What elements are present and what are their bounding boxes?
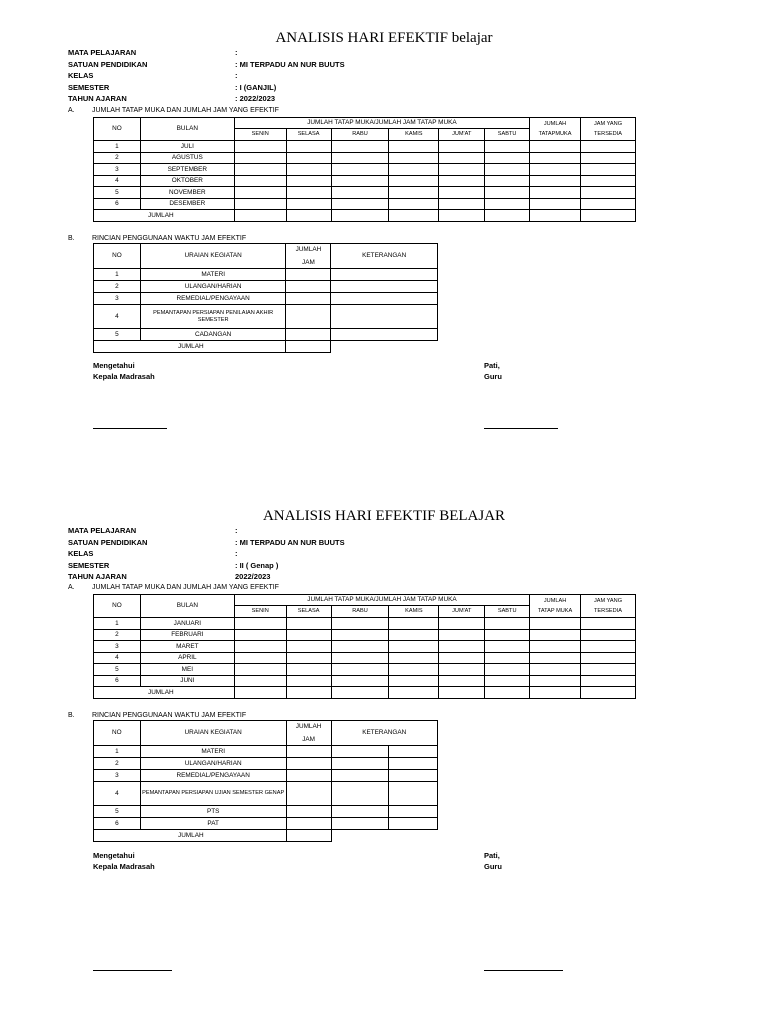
table-row xyxy=(94,329,438,341)
signature-left xyxy=(93,360,155,382)
cell-bulan: JULI xyxy=(140,141,234,153)
cell-no: 4 xyxy=(94,652,141,664)
cell-no: 5 xyxy=(94,806,141,818)
cell-uraian: ULANGAN/HARIAN xyxy=(140,281,286,293)
table-row xyxy=(94,152,636,164)
cell-uraian: MATERI xyxy=(140,746,286,758)
signature-left xyxy=(93,850,155,872)
page-title: ANALISIS HARI EFEKTIF belajar xyxy=(275,30,493,46)
cell-uraian: REMEDIAL/PENGAYAAN xyxy=(140,293,286,305)
cell-no: 5 xyxy=(94,664,141,676)
cell-bulan: OKTOBER xyxy=(140,175,234,187)
signature-right xyxy=(484,360,502,382)
section-title: RINCIAN PENGGUNAAN WAKTU JAM EFEKTIF xyxy=(92,712,247,719)
signature-place: Pati, xyxy=(484,851,500,860)
cell-bulan: FEBRUARI xyxy=(140,629,234,641)
header-jam-tersedia: JAM YANG TERSEDIA xyxy=(581,595,636,618)
cell-no: 1 xyxy=(94,269,141,281)
cell-uraian: REMEDIAL/PENGAYAAN xyxy=(140,770,286,782)
table-row xyxy=(94,141,636,153)
table-row xyxy=(94,281,438,293)
cell-no: 6 xyxy=(94,198,141,210)
info-label: SEMESTER xyxy=(68,560,110,570)
signature-role: Kepala Madrasah xyxy=(93,862,155,871)
section-title: JUMLAH TATAP MUKA DAN JUMLAH JAM YANG EFEKTIF xyxy=(92,584,279,591)
table-row xyxy=(94,164,636,176)
header-jumlah: JUMLAH TATAPMUKA xyxy=(530,118,581,141)
cell-no: 6 xyxy=(94,675,141,687)
cell-no: 4 xyxy=(94,305,141,329)
cell-no: 2 xyxy=(94,281,141,293)
cell-uraian: PTS xyxy=(140,806,286,818)
header-day: KAMIS xyxy=(389,129,439,141)
table-row xyxy=(94,269,438,281)
table-row xyxy=(94,758,438,770)
table-total-row xyxy=(94,210,636,222)
cell-bulan: APRIL xyxy=(140,652,234,664)
info-value: : xyxy=(235,71,238,80)
info-value: : MI TERPADU AN NUR BUUTS xyxy=(235,59,345,69)
table-rincian-jam xyxy=(93,720,438,842)
cell-no: 2 xyxy=(94,758,141,770)
header-day: SABTU xyxy=(485,129,530,141)
header-jam-tersedia: JAM YANG TERSEDIA xyxy=(581,118,636,141)
header-no: NO xyxy=(94,244,141,269)
signature-role: Kepala Madrasah xyxy=(93,372,155,381)
signature-line-right xyxy=(484,970,563,971)
header-day: SELASA xyxy=(286,129,331,141)
cell-bulan: SEPTEMBER xyxy=(140,164,234,176)
table-row xyxy=(94,305,438,329)
cell-no: 1 xyxy=(94,141,141,153)
table-rincian-jam xyxy=(93,243,438,353)
signature-label: Mengetahui xyxy=(93,851,135,860)
signature-place: Pati, xyxy=(484,361,500,370)
header-group: JUMLAH TATAP MUKA/JUMLAH JAM TATAP MUKA xyxy=(234,118,529,129)
info-value: : I (GANJIL) xyxy=(235,82,277,92)
header-day: SENIN xyxy=(234,606,286,618)
header-jumlah-jam: JUMLAH JAM xyxy=(286,244,331,269)
info-value: : xyxy=(235,48,238,57)
table-row xyxy=(94,770,438,782)
table-row xyxy=(94,293,438,305)
header-day: RABU xyxy=(331,606,389,618)
table-row xyxy=(94,746,438,758)
cell-no: 3 xyxy=(94,293,141,305)
cell-no: 2 xyxy=(94,629,141,641)
info-label: TAHUN AJARAN xyxy=(68,94,127,103)
header-keterangan: KETERANGAN xyxy=(331,244,438,269)
cell-bulan: JUNI xyxy=(140,675,234,687)
section-letter: A. xyxy=(68,584,75,591)
cell-no: 4 xyxy=(94,175,141,187)
table-row xyxy=(94,664,636,676)
info-label: KELAS xyxy=(68,549,94,558)
cell-uraian: ULANGAN/HARIAN xyxy=(140,758,286,770)
cell-total-label: JUMLAH xyxy=(94,830,287,842)
header-day: SENIN xyxy=(234,129,286,141)
signature-role: Guru xyxy=(484,372,502,381)
signature-line-left xyxy=(93,428,167,429)
table-row xyxy=(94,175,636,187)
cell-no: 3 xyxy=(94,641,141,653)
header-bulan: BULAN xyxy=(140,595,234,618)
info-label: MATA PELAJARAN xyxy=(68,48,137,57)
table-total-row xyxy=(94,830,438,842)
table-total-row xyxy=(94,341,438,353)
cell-no: 5 xyxy=(94,329,141,341)
table-row xyxy=(94,198,636,210)
section-title: JUMLAH TATAP MUKA DAN JUMLAH JAM YANG EFEKTIF xyxy=(92,107,279,114)
cell-uraian: PAT xyxy=(140,818,286,830)
signature-right xyxy=(484,850,502,872)
header-day: KAMIS xyxy=(389,606,439,618)
signature-line-left xyxy=(93,970,172,971)
cell-bulan: MARET xyxy=(140,641,234,653)
table-row xyxy=(94,629,636,641)
table-row xyxy=(94,652,636,664)
header-day: JUM'AT xyxy=(439,129,485,141)
cell-total-label: JUMLAH xyxy=(94,210,235,222)
cell-total-label: JUMLAH xyxy=(94,687,235,699)
cell-uraian: PEMANTAPAN PERSIAPAN UJIAN SEMESTER GENAP xyxy=(140,782,286,806)
page-title: ANALISIS HARI EFEKTIF BELAJAR xyxy=(262,508,506,524)
table-row xyxy=(94,187,636,199)
section-letter: A. xyxy=(68,107,75,114)
cell-total-label: JUMLAH xyxy=(94,341,286,353)
info-value: : II ( Genap ) xyxy=(235,560,279,570)
table-row xyxy=(94,782,438,806)
section-letter: B. xyxy=(68,712,75,719)
info-value: : 2022/2023 xyxy=(235,94,276,103)
header-no: NO xyxy=(94,721,141,746)
table-row xyxy=(94,818,438,830)
signature-role: Guru xyxy=(484,862,502,871)
signature-label: Mengetahui xyxy=(93,361,135,370)
info-block xyxy=(68,47,345,105)
header-uraian: URAIAN KEGIATAN xyxy=(140,244,286,269)
cell-uraian: PEMANTAPAN PERSIAPAN PENILAIAN AKHIR SEMESTER xyxy=(140,305,286,329)
header-uraian: URAIAN KEGIATAN xyxy=(140,721,286,746)
table-row xyxy=(94,675,636,687)
header-group: JUMLAH TATAP MUKA/JUMLAH JAM TATAP MUKA xyxy=(234,595,529,606)
cell-no: 3 xyxy=(94,770,141,782)
info-label: SEMESTER xyxy=(68,82,110,92)
section-letter: B. xyxy=(68,235,75,242)
section-title: RINCIAN PENGGUNAAN WAKTU JAM EFEKTIF xyxy=(92,235,247,242)
header-keterangan: KETERANGAN xyxy=(331,721,438,746)
info-value: : MI TERPADU AN NUR BUUTS xyxy=(235,537,345,547)
cell-no: 5 xyxy=(94,187,141,199)
info-label: KELAS xyxy=(68,71,94,80)
cell-bulan: AGUSTUS xyxy=(140,152,234,164)
cell-no: 1 xyxy=(94,746,141,758)
info-label: TAHUN AJARAN xyxy=(68,572,127,581)
header-jumlah-jam: JUMLAH JAM xyxy=(286,721,331,746)
table-row xyxy=(94,641,636,653)
info-label: MATA PELAJARAN xyxy=(68,526,137,535)
cell-bulan: NOVEMBER xyxy=(140,187,234,199)
header-day: JUM'AT xyxy=(439,606,485,618)
info-block xyxy=(68,525,345,583)
signature-line-right xyxy=(484,428,558,429)
info-label: SATUAN PENDIDIKAN xyxy=(68,537,148,547)
info-label: SATUAN PENDIDIKAN xyxy=(68,59,148,69)
header-day: SABTU xyxy=(485,606,530,618)
table-jumlah-tatap-muka xyxy=(93,594,636,699)
cell-no: 4 xyxy=(94,782,141,806)
cell-bulan: DESEMBER xyxy=(140,198,234,210)
document-section-ganjil xyxy=(0,0,768,500)
header-jumlah: JUMLAH TATAP MUKA xyxy=(530,595,581,618)
header-bulan: BULAN xyxy=(140,118,234,141)
info-value: 2022/2023 xyxy=(235,572,271,581)
table-total-row xyxy=(94,687,636,699)
cell-no: 1 xyxy=(94,618,141,630)
table-row xyxy=(94,618,636,630)
cell-uraian: MATERI xyxy=(140,269,286,281)
header-day: SELASA xyxy=(286,606,331,618)
header-day: RABU xyxy=(331,129,389,141)
info-value: : xyxy=(235,549,238,558)
header-no: NO xyxy=(94,118,141,141)
cell-bulan: MEI xyxy=(140,664,234,676)
cell-uraian: CADANGAN xyxy=(140,329,286,341)
cell-no: 6 xyxy=(94,818,141,830)
table-row xyxy=(94,806,438,818)
cell-no: 3 xyxy=(94,164,141,176)
cell-bulan: JANUARI xyxy=(140,618,234,630)
table-jumlah-tatap-muka xyxy=(93,117,636,222)
info-value: : xyxy=(235,526,238,535)
document-section-genap xyxy=(0,478,768,1024)
header-no: NO xyxy=(94,595,141,618)
cell-no: 2 xyxy=(94,152,141,164)
